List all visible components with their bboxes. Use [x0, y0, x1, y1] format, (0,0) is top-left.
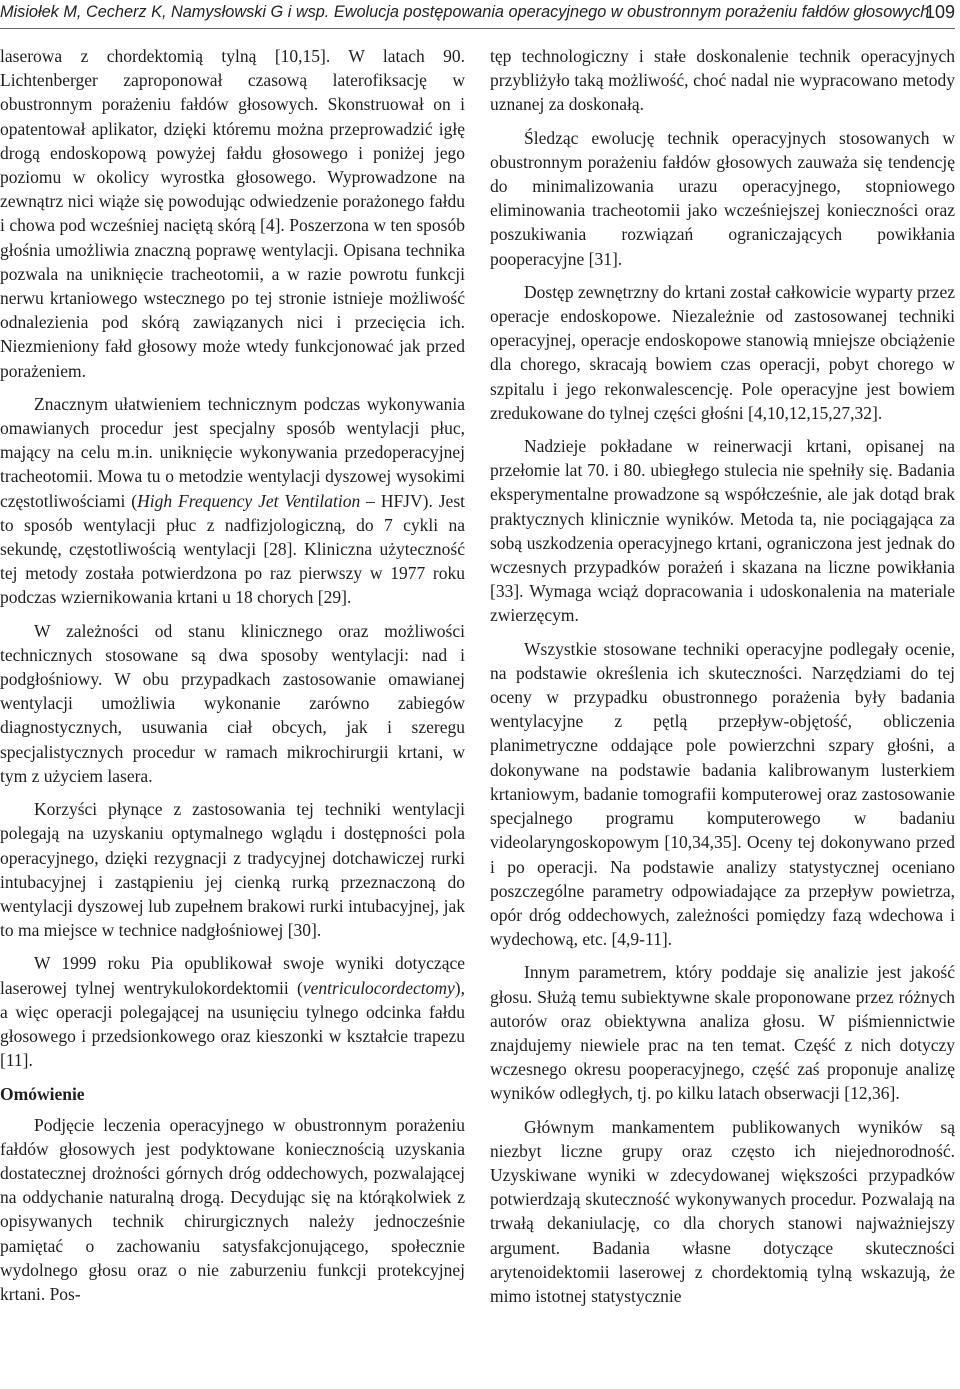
paragraph-text: W 1999 roku Pia opublikował swoje wyniki dotyczące laserowej tylnej wentrykulokordektomii ( [0, 953, 465, 998]
paragraph: Dostęp zewnętrzny do krtani został całkowicie wyparty przez operacje endoskopowe. Niezależnie od zastosowanej techniki operacyjnej, operacje endoskopowe stanowią mniejsze obciążenie dla chorego, skracają bowiem czas operacji, pobyt chorego w szpitalu i jego rekonwalescencję. Pole operacyjne jest bowiem zredukowane do tylnej części głośni [4,10,12,15,27,32]. [490, 281, 955, 423]
paragraph: Innym parametrem, który poddaje się analizie jest jakość głosu. Służą temu subiektywne skale proponowane przez różnych autorów oraz obiektywna analiza głosu. W piśmiennictwie znajdujemy niewiele prac na ten temat. Część z nich dotyczy wczesnego okresu pooperacyjnego, część zaś proponuje analizę wyników odległych, tj. po kilku latach obserwacji [12,36]. [490, 962, 955, 1104]
running-title: Misiołek M, Cecherz K, Namysłowski G i wsp. Ewolucja postępowania operacyjnego w obustronnym porażeniu fałdów głosowych [0, 3, 930, 21]
left-column [0, 44, 465, 1389]
paragraph: Podjęcie leczenia operacyjnego w obustronnym porażeniu fałdów głosowych jest podyktowane koniecznością uzyskania dostatecznej drożności górnych dróg oddechowych, pozwalającej na oddychanie naturalną drogą. Decydując się na którąkolwiek z opisywanych technik chirurgicznych należy jednocześnie pamiętać o zachowaniu satysfakcjonującego, społecznie wydolnego głosu oraz o nie zaburzeniu funkcji protekcyjnej krtani. Pos- [0, 1114, 465, 1304]
header-divider [0, 28, 955, 29]
paragraph: Nadzieje pokładane w reinerwacji krtani, opisanej na przełomie lat 70. i 80. ubiegłego stulecia nie spełniły się. Badania eksperymentalne prowadzone są współcześnie, ale jak dotąd brak praktycznych klinicznie wyników. Metoda ta, nie pociągająca za sobą uszkodzenia operacyjnego krtani, ograniczona jest jednak do wczesnych przypadków porażeń i skazana na liczne powikłania [33]. Wymaga wciąż dopracowania i udoskonalenia na materiale zwierzęcym. [490, 436, 955, 626]
paragraph: W zależności od stanu klinicznego oraz możliwości technicznych stosowane są dwa sposoby wentylacji: nad i podgłośniowy. W obu przypadkach zastosowanie omawianej wentylacji umożliwia wykonanie zarówno zabiegów diagnostycznych, usuwania ciał obcych, jak i szeregu specjalistycznych procedur w ramach mikrochirurgii krtani, w tym z użyciem lasera. [0, 620, 465, 786]
section-heading-omowienie: Omówienie [0, 1084, 85, 1105]
paragraph [0, 392, 465, 610]
paragraph: Korzyści płynące z zastosowania tej techniki wentylacji polegają na uzyskaniu optymalnego wglądu i dostępności pola operacyjnego, dzięki rezygnacji z tradycyjnej dotchawiczej rurki intubacyjnej i zastąpieniu jej cienką rurką przeznaczoną do wentylacji dyszowej lub zupełnem brakowi rurki intubacyjnej, jak to ma miejsce w technice nadgłośniowej [30]. [0, 799, 465, 941]
running-header [0, 0, 955, 24]
term-ventriculocordectomy: ventriculocordectomy [302, 977, 455, 998]
paragraph: Głównym mankamentem publikowanych wyników są niezbyt liczne grupy oraz często ich niejednorodność. Uzyskiwane wyniki w zdecydowanej większości przypadków potwierdzają skuteczność wykonywanych procedur. Pozwalają na trwałą dekaniulację, co dla chorych stanowi najważniejszy argument. Badania własne dotyczące skuteczności arytenoidektomii laserowej z chordektomią tylną wskazują, że mimo istotnej statystycznie [490, 1116, 955, 1306]
paragraph-text: – HFJV). Jest to sposób wentylacji płuc z nadfizjologiczną, do 7 cykli na sekundę, częstotliwością wentylacji [28]. Kliniczna użyteczność tej metody została potwierdzona po raz pierwszy w 1977 roku podczas wziernikowania krtani u 18 chorych [29]. [0, 490, 465, 608]
paragraph: Wszystkie stosowane techniki operacyjne podlegały ocenie, na podstawie określenia ich skuteczności. Narzędziami do tej oceny w przypadku obustronnego porażenia były badania wentylacyjne z pętlą przepływ-objętość, obliczenia planimetryczne oddające pole powierzchni szpary głośni, a dokonywane na podstawie badania kalibrowanym lusterkiem krtaniowym, badanie tomografii komputerowej oraz zastosowanie specjalnego programu komputerowego w badaniu videolaryngoskopowym [10,34,35]. Oceny tej dokonywano przed i po operacji. Na podstawie analizy statystycznej oceniano poszczególne parametry odpowiadające za przepływ powietrza, opór dróg oddechowych, zależności pomiędzy fazą wdechowa i wydechową, etc. [4,9-11]. [490, 638, 955, 950]
paragraph: laserowa z chordektomią tylną [10,15]. W latach 90. Lichtenberger zaproponował czasową laterofiksację w obustronnym porażeniu fałdów głosowych. Skonstruował on i opatentował aplikator, dzięki któremu można przeprowadzić igłę drogą endoskopową powyżej fałdu głosowego i poniżej jego poziomu w okolicy wyrostka głosowego. Wyprowadzone na zewnątrz nici wiąże się powodując odwiedzenie porażonego fałdu i chowa pod wcześniej naciętą skórą [4]. Poszerzona w ten sposób głośnia umożliwia znaczną poprawę wentylacji. Opisana technika pozwala na uniknięcie tracheotomii, a w razie powrotu funkcji nerwu krtaniowego wstecznego po tej stronie istnieje możliwość odnalezienia pod skórą zawiązanych nici i przecięcia ich. Niezmieniony fałd głosowy może wtedy funkcjonować jak przed porażeniem. [0, 46, 465, 381]
term-high-frequency-jet-ventilation: High Frequency Jet Ventilation [137, 490, 361, 511]
paragraph-text: ), a więc operacji polegającej na usunięciu tylnego odcinka fałdu głosowego i przedsionkowego oraz kieszonki w kształcie trapezu [11]. [0, 977, 465, 1071]
paragraph: Śledząc ewolucję technik operacyjnych stosowanych w obustronnym porażeniu fałdów głosowych zauważa się tendencję do minimalizowania urazu operacyjnego, stopniowego eliminowania tracheotomii jako wcześniejszej konieczności oraz poszukiwania rozwiązań ograniczających powikłania pooperacyjne [31]. [490, 127, 955, 269]
paragraph-text: Znacznym ułatwieniem technicznym podczas wykonywania omawianych procedur jest specjalny sposób wentylacji płuc, mający na celu m.in. uniknięcie wykonywania przedoperacyjnej tracheotomii. Mowa tu o metodzie wentylacji dyszowej wysokimi częstotliwościami ( [0, 393, 465, 511]
right-column [490, 44, 955, 1389]
paragraph: tęp technologiczny i stałe doskonalenie technik operacyjnych przybliżyło taką możliwość, choć nadal nie wypracowano metody uznanej za doskonałą. [490, 46, 955, 115]
paragraph [0, 951, 465, 1072]
page-number: 109 [924, 2, 955, 22]
